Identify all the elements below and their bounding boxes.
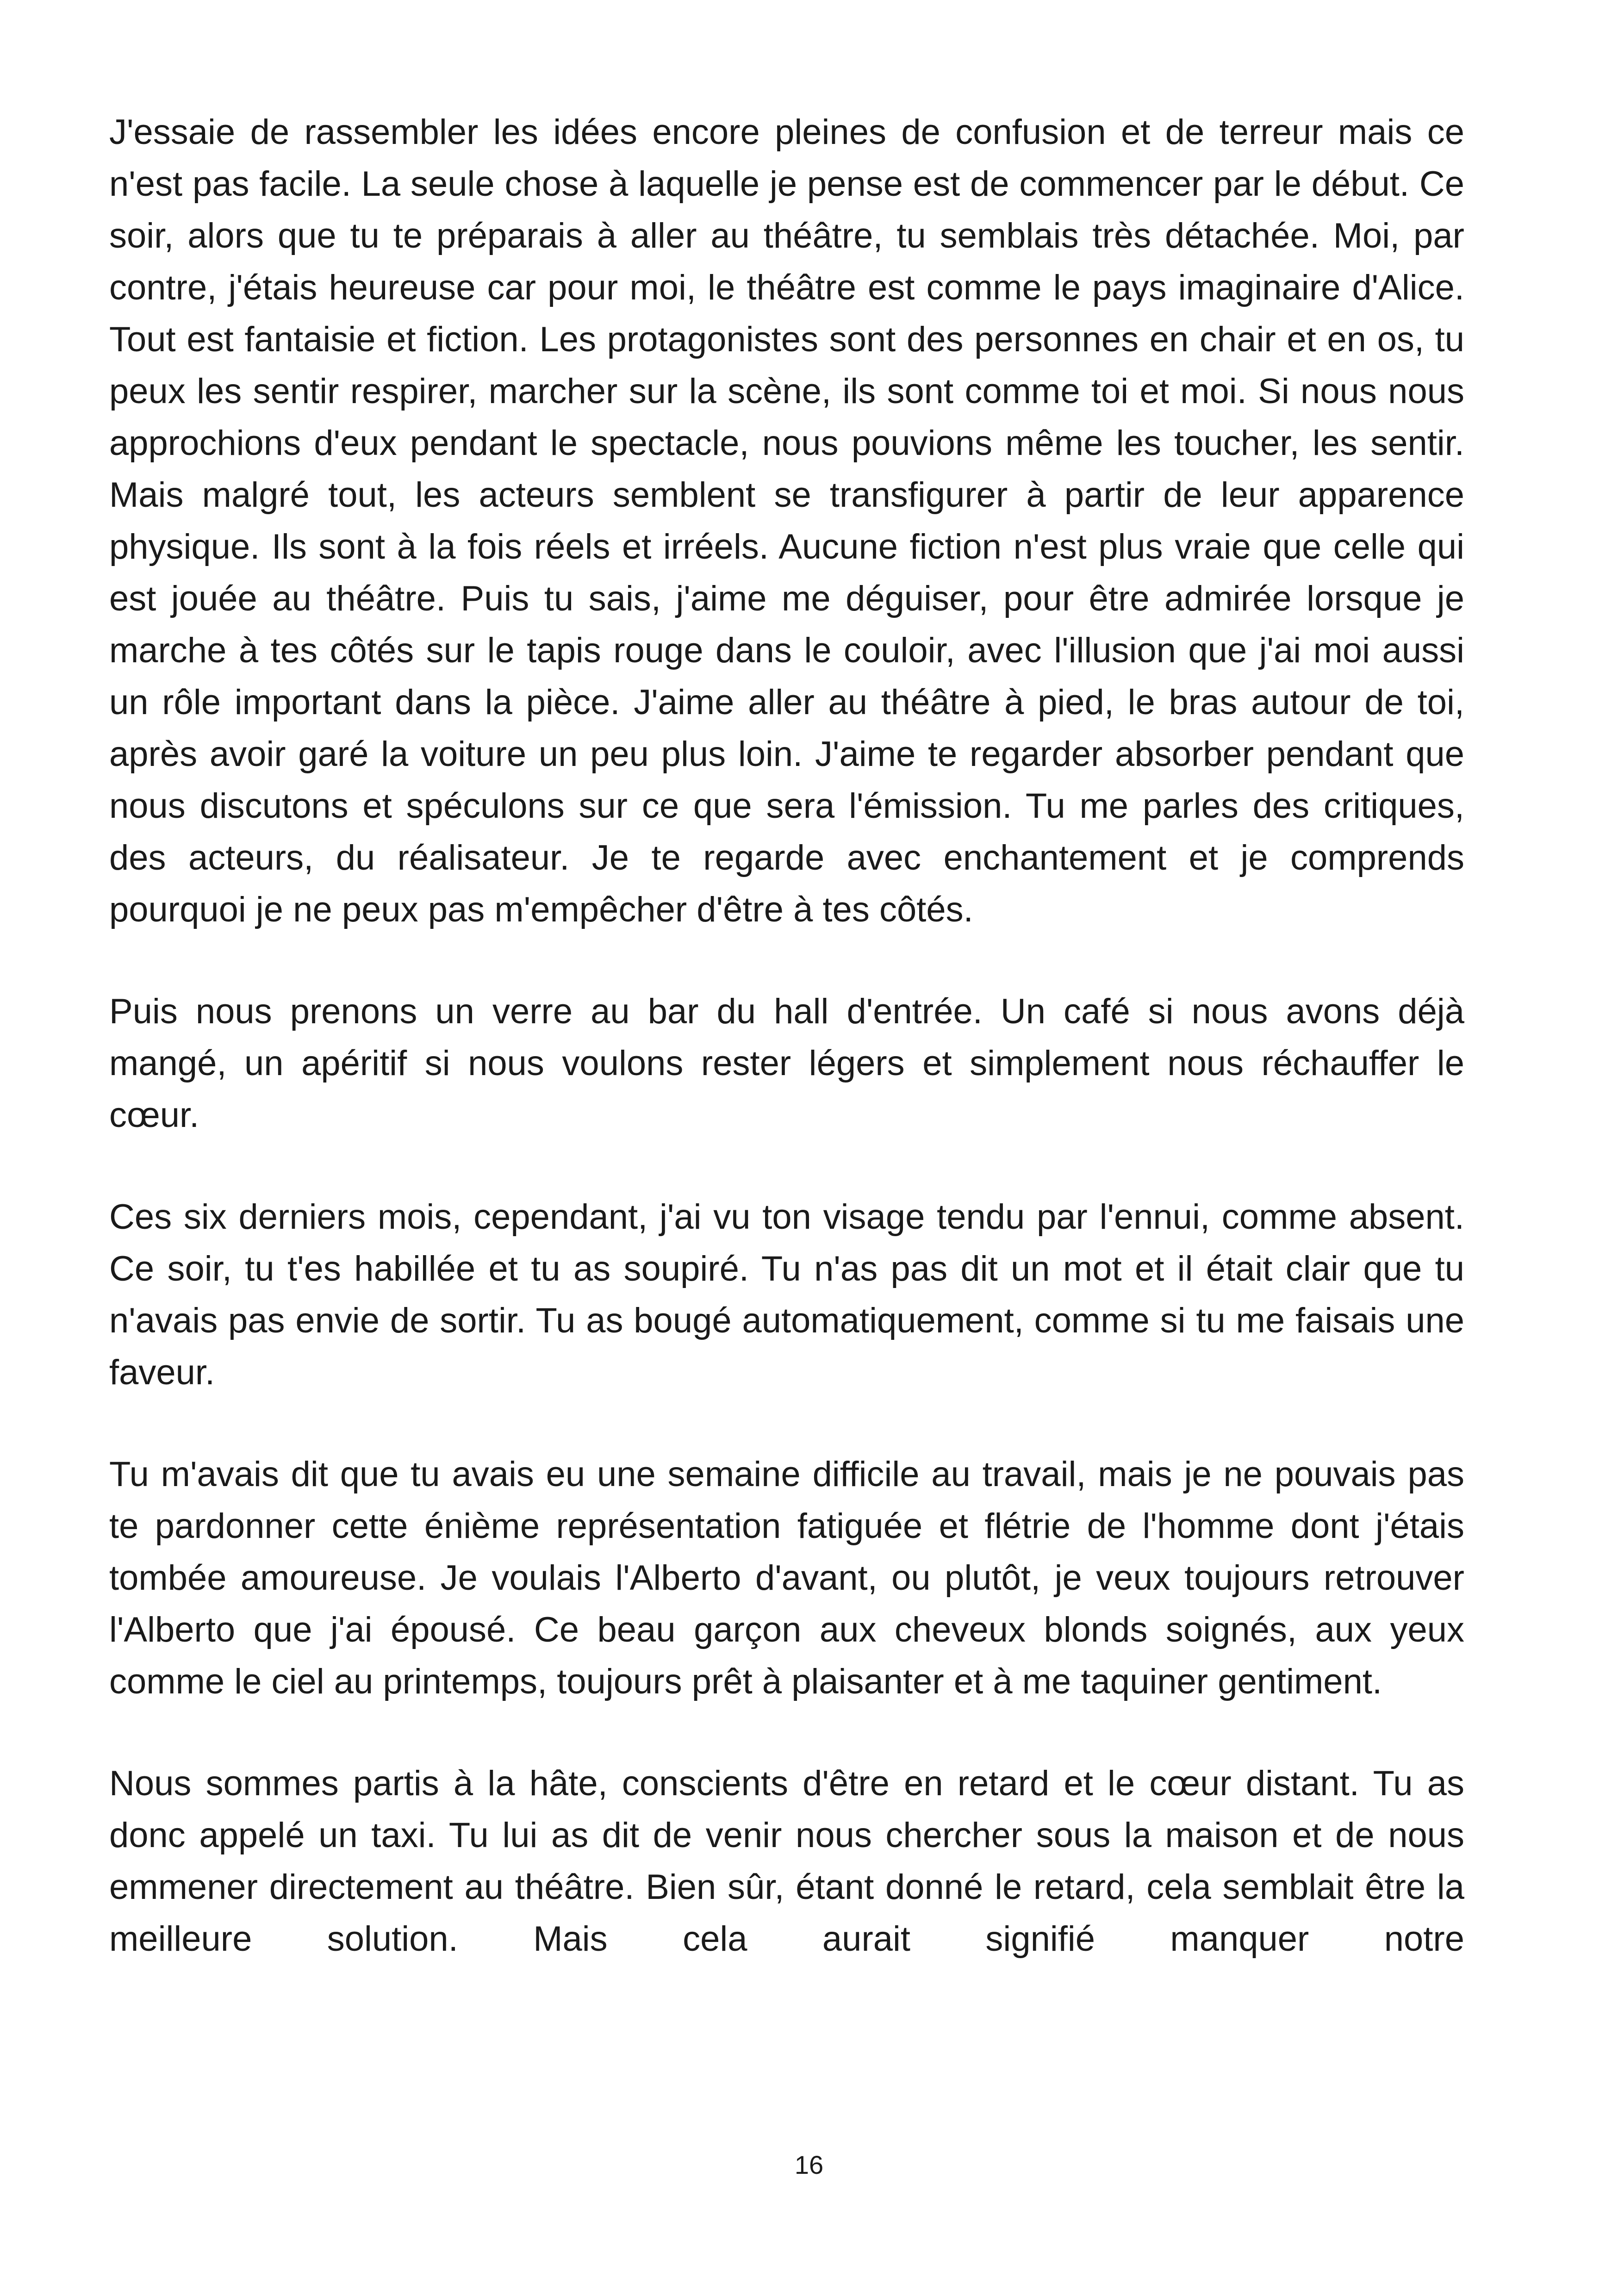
paragraph-5: Nous sommes partis à la hâte, conscients d'être en retard et le cœur distant. Tu as donc appelé un taxi. Tu lui as dit de venir nous chercher sous la maison et de nous emmener directement au théâtre. Bien sûr, étant donné le retard, cela semblait être la meilleure solution. Mais cela aurait signifié manquer notre	[109, 1764, 1464, 1959]
paragraph-2: Puis nous prenons un verre au bar du hall d'entrée. Un café si nous avons déjà mangé, un apéritif si nous voulons rester légers et simplement nous réchauffer le cœur.	[109, 992, 1464, 1135]
paragraph-1: J'essaie de rassembler les idées encore pleines de confusion et de terreur mais ce n'est pas facile. La seule chose à laquelle je pense est de commencer par le début. Ce soir, alors que tu te préparais à aller au théâtre, tu semblais très détachée. Moi, par contre, j'étais heureuse car pour moi, le théâtre est comme le pays imaginaire d'Alice. Tout est fantaisie et fiction. Les protagonistes sont des personnes en chair et en os, tu peux les sentir respirer, marcher sur la scène, ils sont comme toi et moi. Si nous nous approchions d'eux pendant le spectacle, nous pouvions même les toucher, les sentir. Mais malgré tout, les acteurs semblent se transfigurer à partir de leur apparence physique. Ils sont à la fois réels et irréels. Aucune fiction n'est plus vraie que celle qui est jouée au théâtre. Puis tu sais, j'aime me déguiser, pour être admirée lorsque je marche à tes côtés sur le tapis rouge dans le couloir, avec l'illusion que j'ai moi aussi un rôle important dans la pièce. J'aime aller au théâtre à pied, le bras autour de toi, après avoir garé la voiture un peu plus loin. J'aime te regarder absorber pendant que nous discutons et spéculons sur ce que sera l'émission. Tu me parles des critiques, des acteurs, du réalisateur. Je te regarde avec enchantement et je comprends pourquoi je ne peux pas m'empêcher d'être à tes côtés.	[109, 112, 1464, 929]
paragraph-4: Tu m'avais dit que tu avais eu une semaine difficile au travail, mais je ne pouvais pas te pardonner cette énième représentation fatiguée et flétrie de l'homme dont j'étais tombée amoureuse. Je voulais l'Alberto d'avant, ou plutôt, je veux toujours retrouver l'Alberto que j'ai épousé. Ce beau garçon aux cheveux blonds soignés, aux yeux comme le ciel au printemps, toujours prêt à plaisanter et à me taquiner gentiment.	[109, 1455, 1464, 1701]
body-text	[109, 106, 1464, 1965]
page-number: 16	[794, 2150, 824, 2179]
paragraph-3: Ces six derniers mois, cependant, j'ai vu ton visage tendu par l'ennui, comme absent. Ce soir, tu t'es habillée et tu as soupiré. Tu n'as pas dit un mot et il était clair que tu n'avais pas envie de sortir. Tu as bougé automatiquement, comme si tu me faisais une faveur.	[109, 1197, 1464, 1392]
